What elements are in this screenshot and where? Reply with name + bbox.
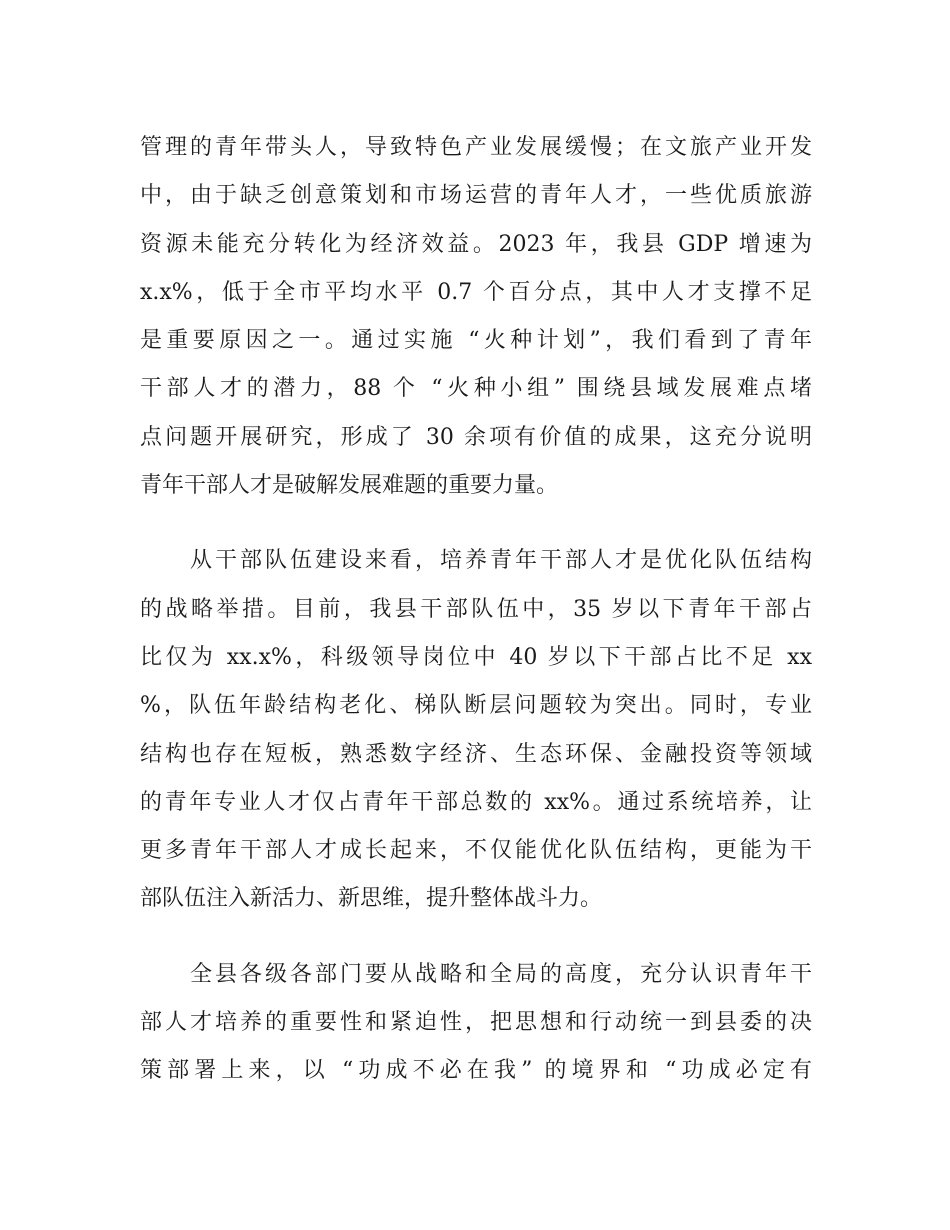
- text-line: 结构也存在短板，熟悉数字经济、生态环保、金融投资等领域: [140, 741, 812, 767]
- document-body: [140, 124, 812, 1123]
- text-line: 资源未能充分转化为经济效益。2023 年，我县 GDP 增速为: [140, 231, 812, 257]
- paragraph-cadre-structure: [140, 537, 812, 923]
- text-line: 管理的青年带头人，导致特色产业发展缓慢；在文旅产业开发: [140, 135, 812, 160]
- text-line: 青年干部人才是破解发展难题的重要力量。: [140, 473, 559, 499]
- text-line: 从干部队伍建设来看，培养青年干部人才是优化队伍结构: [140, 548, 812, 574]
- text-line: 全县各级各部门要从战略和全局的高度，充分认识青年干: [140, 961, 812, 987]
- paragraph-call-to-action: [140, 951, 812, 1096]
- text-line: x.x%，低于全市平均水平 0.7 个百分点，其中人才支撑不足: [140, 279, 812, 305]
- text-line: %，队伍年龄结构老化、梯队断层问题较为突出。同时，专业: [140, 693, 812, 719]
- text-line: 是重要原因之一。通过实施 “火种计划”，我们看到了青年: [140, 328, 812, 354]
- text-line: 策部署上来，以 “功成不必在我” 的境界和 “功成必定有: [140, 1058, 812, 1084]
- text-line: 的战略举措。目前，我县干部队伍中，35 岁以下青年干部占: [140, 596, 812, 622]
- text-line: 中，由于缺乏创意策划和市场运营的青年人才，一些优质旅游: [140, 183, 812, 209]
- text-line: 点问题开展研究，形成了 30 余项有价值的成果，这充分说明: [140, 424, 812, 450]
- text-line: 比仅为 xx.x%，科级领导岗位中 40 岁以下干部占比不足 xx: [140, 644, 812, 670]
- text-line: 部队伍注入新活力、新思维，提升整体战斗力。: [140, 886, 603, 912]
- text-line: 干部人才的潜力，88 个 “火种小组” 围绕县域发展难点堵: [140, 376, 812, 402]
- text-line: 的青年专业人才仅占青年干部总数的 xx%。通过系统培养，让: [140, 789, 812, 815]
- text-line: 更多青年干部人才成长起来，不仅能优化队伍结构，更能为干: [140, 838, 812, 864]
- text-line: 部人才培养的重要性和紧迫性，把思想和行动统一到县委的决: [140, 1010, 812, 1036]
- paragraph-talent-shortage: [140, 124, 812, 510]
